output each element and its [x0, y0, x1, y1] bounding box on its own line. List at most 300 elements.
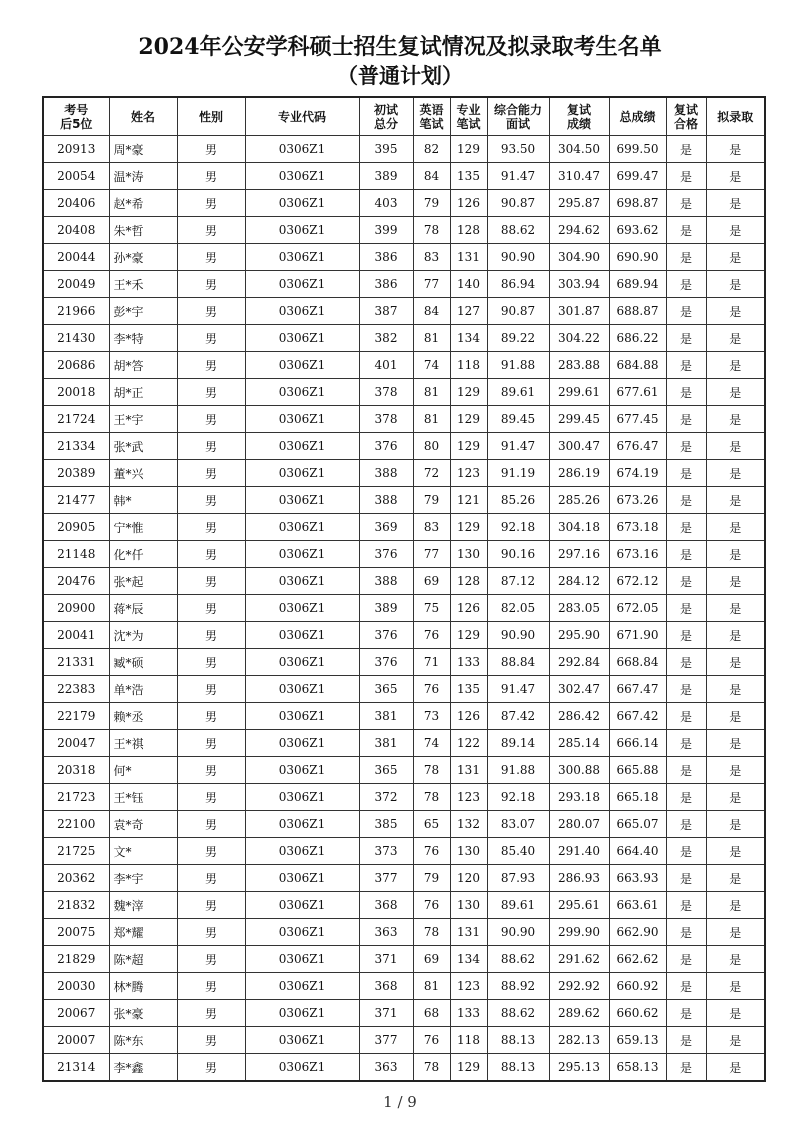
table-row [43, 946, 765, 973]
english-written-cell: 76 [413, 892, 450, 919]
retest-score-cell: 285.14 [549, 730, 609, 757]
admitted-cell: 是 [706, 298, 765, 325]
gender-cell: 男 [177, 487, 245, 514]
initial-total-cell: 389 [359, 595, 413, 622]
exam-id-cell: 21331 [43, 649, 109, 676]
admitted-cell: 是 [706, 190, 765, 217]
retest-passed-cell: 是 [666, 163, 706, 190]
header-major-written: 专业 笔试 [450, 97, 487, 136]
major-code-cell: 0306Z1 [245, 892, 359, 919]
initial-total-cell: 377 [359, 865, 413, 892]
retest-passed-cell: 是 [666, 649, 706, 676]
major-code-cell: 0306Z1 [245, 190, 359, 217]
retest-passed-cell: 是 [666, 838, 706, 865]
name-cell: 臧*硕 [109, 649, 177, 676]
major-code-cell: 0306Z1 [245, 433, 359, 460]
major-written-cell: 134 [450, 325, 487, 352]
initial-total-cell: 376 [359, 541, 413, 568]
major-code-cell: 0306Z1 [245, 811, 359, 838]
major-written-cell: 134 [450, 946, 487, 973]
english-written-cell: 77 [413, 541, 450, 568]
total-score-cell: 686.22 [609, 325, 666, 352]
retest-score-cell: 304.18 [549, 514, 609, 541]
major-written-cell: 126 [450, 595, 487, 622]
name-cell: 李*鑫 [109, 1054, 177, 1082]
retest-score-cell: 303.94 [549, 271, 609, 298]
gender-cell: 男 [177, 217, 245, 244]
major-code-cell: 0306Z1 [245, 163, 359, 190]
retest-passed-cell: 是 [666, 865, 706, 892]
gender-cell: 男 [177, 784, 245, 811]
exam-id-cell: 21148 [43, 541, 109, 568]
english-written-cell: 80 [413, 433, 450, 460]
admitted-cell: 是 [706, 865, 765, 892]
retest-passed-cell: 是 [666, 190, 706, 217]
admitted-cell: 是 [706, 973, 765, 1000]
major-written-cell: 129 [450, 514, 487, 541]
interview-cell: 88.62 [487, 946, 549, 973]
exam-id-cell: 20408 [43, 217, 109, 244]
admitted-cell: 是 [706, 136, 765, 163]
name-cell: 胡*正 [109, 379, 177, 406]
admitted-cell: 是 [706, 163, 765, 190]
total-score-cell: 672.05 [609, 595, 666, 622]
table-row [43, 892, 765, 919]
admitted-cell: 是 [706, 271, 765, 298]
table-row [43, 757, 765, 784]
total-score-cell: 667.42 [609, 703, 666, 730]
retest-score-cell: 310.47 [549, 163, 609, 190]
major-written-cell: 129 [450, 1054, 487, 1082]
retest-passed-cell: 是 [666, 514, 706, 541]
retest-passed-cell: 是 [666, 271, 706, 298]
exam-id-cell: 20018 [43, 379, 109, 406]
exam-id-cell: 20389 [43, 460, 109, 487]
initial-total-cell: 365 [359, 757, 413, 784]
english-written-cell: 83 [413, 514, 450, 541]
interview-cell: 87.12 [487, 568, 549, 595]
exam-id-cell: 21724 [43, 406, 109, 433]
exam-id-cell: 21966 [43, 298, 109, 325]
retest-passed-cell: 是 [666, 568, 706, 595]
table-row [43, 433, 765, 460]
english-written-cell: 78 [413, 217, 450, 244]
total-score-cell: 673.16 [609, 541, 666, 568]
table-row [43, 703, 765, 730]
retest-score-cell: 286.42 [549, 703, 609, 730]
total-score-cell: 666.14 [609, 730, 666, 757]
major-written-cell: 128 [450, 568, 487, 595]
exam-id-cell: 20007 [43, 1027, 109, 1054]
initial-total-cell: 377 [359, 1027, 413, 1054]
exam-id-cell: 20044 [43, 244, 109, 271]
major-written-cell: 129 [450, 406, 487, 433]
major-written-cell: 123 [450, 973, 487, 1000]
english-written-cell: 78 [413, 919, 450, 946]
total-score-cell: 665.88 [609, 757, 666, 784]
retest-passed-cell: 是 [666, 1027, 706, 1054]
total-score-cell: 672.12 [609, 568, 666, 595]
gender-cell: 男 [177, 298, 245, 325]
initial-total-cell: 378 [359, 379, 413, 406]
admitted-cell: 是 [706, 217, 765, 244]
interview-cell: 91.88 [487, 757, 549, 784]
admitted-cell: 是 [706, 838, 765, 865]
major-code-cell: 0306Z1 [245, 217, 359, 244]
gender-cell: 男 [177, 973, 245, 1000]
initial-total-cell: 386 [359, 271, 413, 298]
retest-score-cell: 280.07 [549, 811, 609, 838]
name-cell: 张*豪 [109, 1000, 177, 1027]
header-initial-total: 初试 总分 [359, 97, 413, 136]
name-cell: 何* [109, 757, 177, 784]
name-cell: 宁*惟 [109, 514, 177, 541]
interview-cell: 90.90 [487, 622, 549, 649]
interview-cell: 88.92 [487, 973, 549, 1000]
gender-cell: 男 [177, 919, 245, 946]
name-cell: 胡*答 [109, 352, 177, 379]
exam-id-cell: 20686 [43, 352, 109, 379]
exam-id-cell: 20406 [43, 190, 109, 217]
retest-score-cell: 295.87 [549, 190, 609, 217]
gender-cell: 男 [177, 1054, 245, 1082]
gender-cell: 男 [177, 1000, 245, 1027]
retest-passed-cell: 是 [666, 1054, 706, 1082]
major-code-cell: 0306Z1 [245, 1000, 359, 1027]
interview-cell: 91.47 [487, 676, 549, 703]
retest-score-cell: 300.47 [549, 433, 609, 460]
document-title: 2024年公安学科硕士招生复试情况及拟录取考生名单 [138, 34, 662, 60]
interview-cell: 87.42 [487, 703, 549, 730]
initial-total-cell: 368 [359, 892, 413, 919]
initial-total-cell: 388 [359, 568, 413, 595]
interview-cell: 89.61 [487, 892, 549, 919]
total-score-cell: 684.88 [609, 352, 666, 379]
interview-cell: 91.88 [487, 352, 549, 379]
interview-cell: 91.47 [487, 163, 549, 190]
admitted-cell: 是 [706, 595, 765, 622]
exam-id-cell: 21832 [43, 892, 109, 919]
major-code-cell: 0306Z1 [245, 946, 359, 973]
initial-total-cell: 371 [359, 1000, 413, 1027]
retest-score-cell: 286.93 [549, 865, 609, 892]
major-written-cell: 130 [450, 838, 487, 865]
initial-total-cell: 376 [359, 622, 413, 649]
major-code-cell: 0306Z1 [245, 460, 359, 487]
header-exam-id: 考号 后5位 [43, 97, 109, 136]
major-code-cell: 0306Z1 [245, 838, 359, 865]
initial-total-cell: 376 [359, 649, 413, 676]
english-written-cell: 74 [413, 352, 450, 379]
table-body [43, 136, 765, 1082]
retest-score-cell: 286.19 [549, 460, 609, 487]
retest-passed-cell: 是 [666, 676, 706, 703]
total-score-cell: 665.07 [609, 811, 666, 838]
retest-passed-cell: 是 [666, 460, 706, 487]
retest-passed-cell: 是 [666, 541, 706, 568]
major-written-cell: 121 [450, 487, 487, 514]
retest-passed-cell: 是 [666, 433, 706, 460]
total-score-cell: 673.18 [609, 514, 666, 541]
admission-table [42, 96, 766, 1082]
table-row [43, 1027, 765, 1054]
initial-total-cell: 365 [359, 676, 413, 703]
major-code-cell: 0306Z1 [245, 649, 359, 676]
major-written-cell: 122 [450, 730, 487, 757]
gender-cell: 男 [177, 649, 245, 676]
major-code-cell: 0306Z1 [245, 703, 359, 730]
total-score-cell: 662.62 [609, 946, 666, 973]
name-cell: 沈*为 [109, 622, 177, 649]
major-code-cell: 0306Z1 [245, 622, 359, 649]
gender-cell: 男 [177, 595, 245, 622]
total-score-cell: 699.47 [609, 163, 666, 190]
name-cell: 李*特 [109, 325, 177, 352]
admitted-cell: 是 [706, 784, 765, 811]
english-written-cell: 75 [413, 595, 450, 622]
retest-passed-cell: 是 [666, 973, 706, 1000]
interview-cell: 89.45 [487, 406, 549, 433]
retest-passed-cell: 是 [666, 352, 706, 379]
gender-cell: 男 [177, 460, 245, 487]
interview-cell: 90.16 [487, 541, 549, 568]
table-row [43, 973, 765, 1000]
admitted-cell: 是 [706, 1054, 765, 1082]
english-written-cell: 78 [413, 784, 450, 811]
admitted-cell: 是 [706, 406, 765, 433]
initial-total-cell: 399 [359, 217, 413, 244]
table-row [43, 460, 765, 487]
major-code-cell: 0306Z1 [245, 1054, 359, 1082]
name-cell: 董*兴 [109, 460, 177, 487]
major-code-cell: 0306Z1 [245, 406, 359, 433]
table-row [43, 406, 765, 433]
total-score-cell: 662.90 [609, 919, 666, 946]
major-code-cell: 0306Z1 [245, 757, 359, 784]
gender-cell: 男 [177, 433, 245, 460]
initial-total-cell: 388 [359, 487, 413, 514]
table-row [43, 298, 765, 325]
retest-passed-cell: 是 [666, 892, 706, 919]
table-row [43, 379, 765, 406]
name-cell: 魏*滓 [109, 892, 177, 919]
interview-cell: 83.07 [487, 811, 549, 838]
table-header [43, 97, 765, 136]
header-retest-score: 复试 成绩 [549, 97, 609, 136]
initial-total-cell: 386 [359, 244, 413, 271]
gender-cell: 男 [177, 703, 245, 730]
retest-score-cell: 295.13 [549, 1054, 609, 1082]
interview-cell: 93.50 [487, 136, 549, 163]
interview-cell: 89.14 [487, 730, 549, 757]
retest-passed-cell: 是 [666, 244, 706, 271]
gender-cell: 男 [177, 406, 245, 433]
admitted-cell: 是 [706, 730, 765, 757]
name-cell: 朱*哲 [109, 217, 177, 244]
name-cell: 单*浩 [109, 676, 177, 703]
document-subtitle: （普通计划） [337, 63, 463, 88]
exam-id-cell: 21725 [43, 838, 109, 865]
total-score-cell: 690.90 [609, 244, 666, 271]
gender-cell: 男 [177, 568, 245, 595]
english-written-cell: 81 [413, 973, 450, 1000]
interview-cell: 86.94 [487, 271, 549, 298]
retest-score-cell: 291.62 [549, 946, 609, 973]
exam-id-cell: 22383 [43, 676, 109, 703]
interview-cell: 90.90 [487, 919, 549, 946]
retest-passed-cell: 是 [666, 379, 706, 406]
gender-cell: 男 [177, 676, 245, 703]
retest-passed-cell: 是 [666, 1000, 706, 1027]
header-total-score: 总成绩 [609, 97, 666, 136]
major-code-cell: 0306Z1 [245, 352, 359, 379]
retest-score-cell: 297.16 [549, 541, 609, 568]
major-written-cell: 140 [450, 271, 487, 298]
exam-id-cell: 20913 [43, 136, 109, 163]
exam-id-cell: 22100 [43, 811, 109, 838]
english-written-cell: 76 [413, 1027, 450, 1054]
english-written-cell: 83 [413, 244, 450, 271]
name-cell: 文* [109, 838, 177, 865]
page-indicator: 1 / 9 [383, 1093, 417, 1111]
retest-score-cell: 304.22 [549, 325, 609, 352]
retest-score-cell: 284.12 [549, 568, 609, 595]
major-code-cell: 0306Z1 [245, 298, 359, 325]
name-cell: 孙*豪 [109, 244, 177, 271]
table-row [43, 676, 765, 703]
major-written-cell: 127 [450, 298, 487, 325]
name-cell: 彭*宇 [109, 298, 177, 325]
initial-total-cell: 381 [359, 730, 413, 757]
table-row [43, 784, 765, 811]
exam-id-cell: 20900 [43, 595, 109, 622]
gender-cell: 男 [177, 352, 245, 379]
retest-score-cell: 300.88 [549, 757, 609, 784]
major-written-cell: 118 [450, 352, 487, 379]
english-written-cell: 76 [413, 676, 450, 703]
initial-total-cell: 373 [359, 838, 413, 865]
interview-cell: 88.13 [487, 1027, 549, 1054]
name-cell: 林*腾 [109, 973, 177, 1000]
exam-id-cell: 21314 [43, 1054, 109, 1082]
major-written-cell: 135 [450, 163, 487, 190]
header-retest-passed: 复试 合格 [666, 97, 706, 136]
english-written-cell: 69 [413, 568, 450, 595]
gender-cell: 男 [177, 811, 245, 838]
retest-passed-cell: 是 [666, 919, 706, 946]
gender-cell: 男 [177, 892, 245, 919]
retest-passed-cell: 是 [666, 784, 706, 811]
header-admitted: 拟录取 [706, 97, 765, 136]
english-written-cell: 69 [413, 946, 450, 973]
english-written-cell: 79 [413, 865, 450, 892]
admitted-cell: 是 [706, 514, 765, 541]
gender-cell: 男 [177, 163, 245, 190]
exam-id-cell: 21723 [43, 784, 109, 811]
retest-passed-cell: 是 [666, 946, 706, 973]
total-score-cell: 665.18 [609, 784, 666, 811]
exam-id-cell: 21829 [43, 946, 109, 973]
total-score-cell: 671.90 [609, 622, 666, 649]
major-written-cell: 132 [450, 811, 487, 838]
english-written-cell: 81 [413, 325, 450, 352]
exam-id-cell: 21334 [43, 433, 109, 460]
major-code-cell: 0306Z1 [245, 784, 359, 811]
major-written-cell: 130 [450, 541, 487, 568]
total-score-cell: 660.92 [609, 973, 666, 1000]
interview-cell: 92.18 [487, 784, 549, 811]
english-written-cell: 78 [413, 757, 450, 784]
interview-cell: 82.05 [487, 595, 549, 622]
total-score-cell: 699.50 [609, 136, 666, 163]
admitted-cell: 是 [706, 811, 765, 838]
total-score-cell: 674.19 [609, 460, 666, 487]
english-written-cell: 84 [413, 163, 450, 190]
english-written-cell: 81 [413, 406, 450, 433]
name-cell: 韩* [109, 487, 177, 514]
retest-score-cell: 295.61 [549, 892, 609, 919]
major-written-cell: 129 [450, 136, 487, 163]
header-interview: 综合能力 面试 [487, 97, 549, 136]
initial-total-cell: 368 [359, 973, 413, 1000]
retest-passed-cell: 是 [666, 730, 706, 757]
major-written-cell: 126 [450, 703, 487, 730]
retest-score-cell: 291.40 [549, 838, 609, 865]
name-cell: 张*起 [109, 568, 177, 595]
total-score-cell: 676.47 [609, 433, 666, 460]
table-row [43, 568, 765, 595]
gender-cell: 男 [177, 541, 245, 568]
table-row [43, 865, 765, 892]
english-written-cell: 76 [413, 622, 450, 649]
exam-id-cell: 20049 [43, 271, 109, 298]
retest-score-cell: 302.47 [549, 676, 609, 703]
table-row [43, 487, 765, 514]
admitted-cell: 是 [706, 757, 765, 784]
table-row [43, 1054, 765, 1082]
name-cell: 赖*丞 [109, 703, 177, 730]
english-written-cell: 73 [413, 703, 450, 730]
major-code-cell: 0306Z1 [245, 541, 359, 568]
retest-score-cell: 304.50 [549, 136, 609, 163]
name-cell: 化*仟 [109, 541, 177, 568]
english-written-cell: 78 [413, 1054, 450, 1082]
name-cell: 郑*耀 [109, 919, 177, 946]
name-cell: 蒋*辰 [109, 595, 177, 622]
total-score-cell: 668.84 [609, 649, 666, 676]
total-score-cell: 660.62 [609, 1000, 666, 1027]
gender-cell: 男 [177, 190, 245, 217]
interview-cell: 88.62 [487, 1000, 549, 1027]
table-row [43, 136, 765, 163]
retest-passed-cell: 是 [666, 325, 706, 352]
initial-total-cell: 363 [359, 1054, 413, 1082]
interview-cell: 91.47 [487, 433, 549, 460]
admitted-cell: 是 [706, 892, 765, 919]
admitted-cell: 是 [706, 460, 765, 487]
initial-total-cell: 388 [359, 460, 413, 487]
major-written-cell: 126 [450, 190, 487, 217]
initial-total-cell: 381 [359, 703, 413, 730]
exam-id-cell: 20067 [43, 1000, 109, 1027]
retest-score-cell: 289.62 [549, 1000, 609, 1027]
major-written-cell: 129 [450, 433, 487, 460]
retest-passed-cell: 是 [666, 595, 706, 622]
exam-id-cell: 22179 [43, 703, 109, 730]
major-written-cell: 131 [450, 244, 487, 271]
gender-cell: 男 [177, 379, 245, 406]
english-written-cell: 76 [413, 838, 450, 865]
